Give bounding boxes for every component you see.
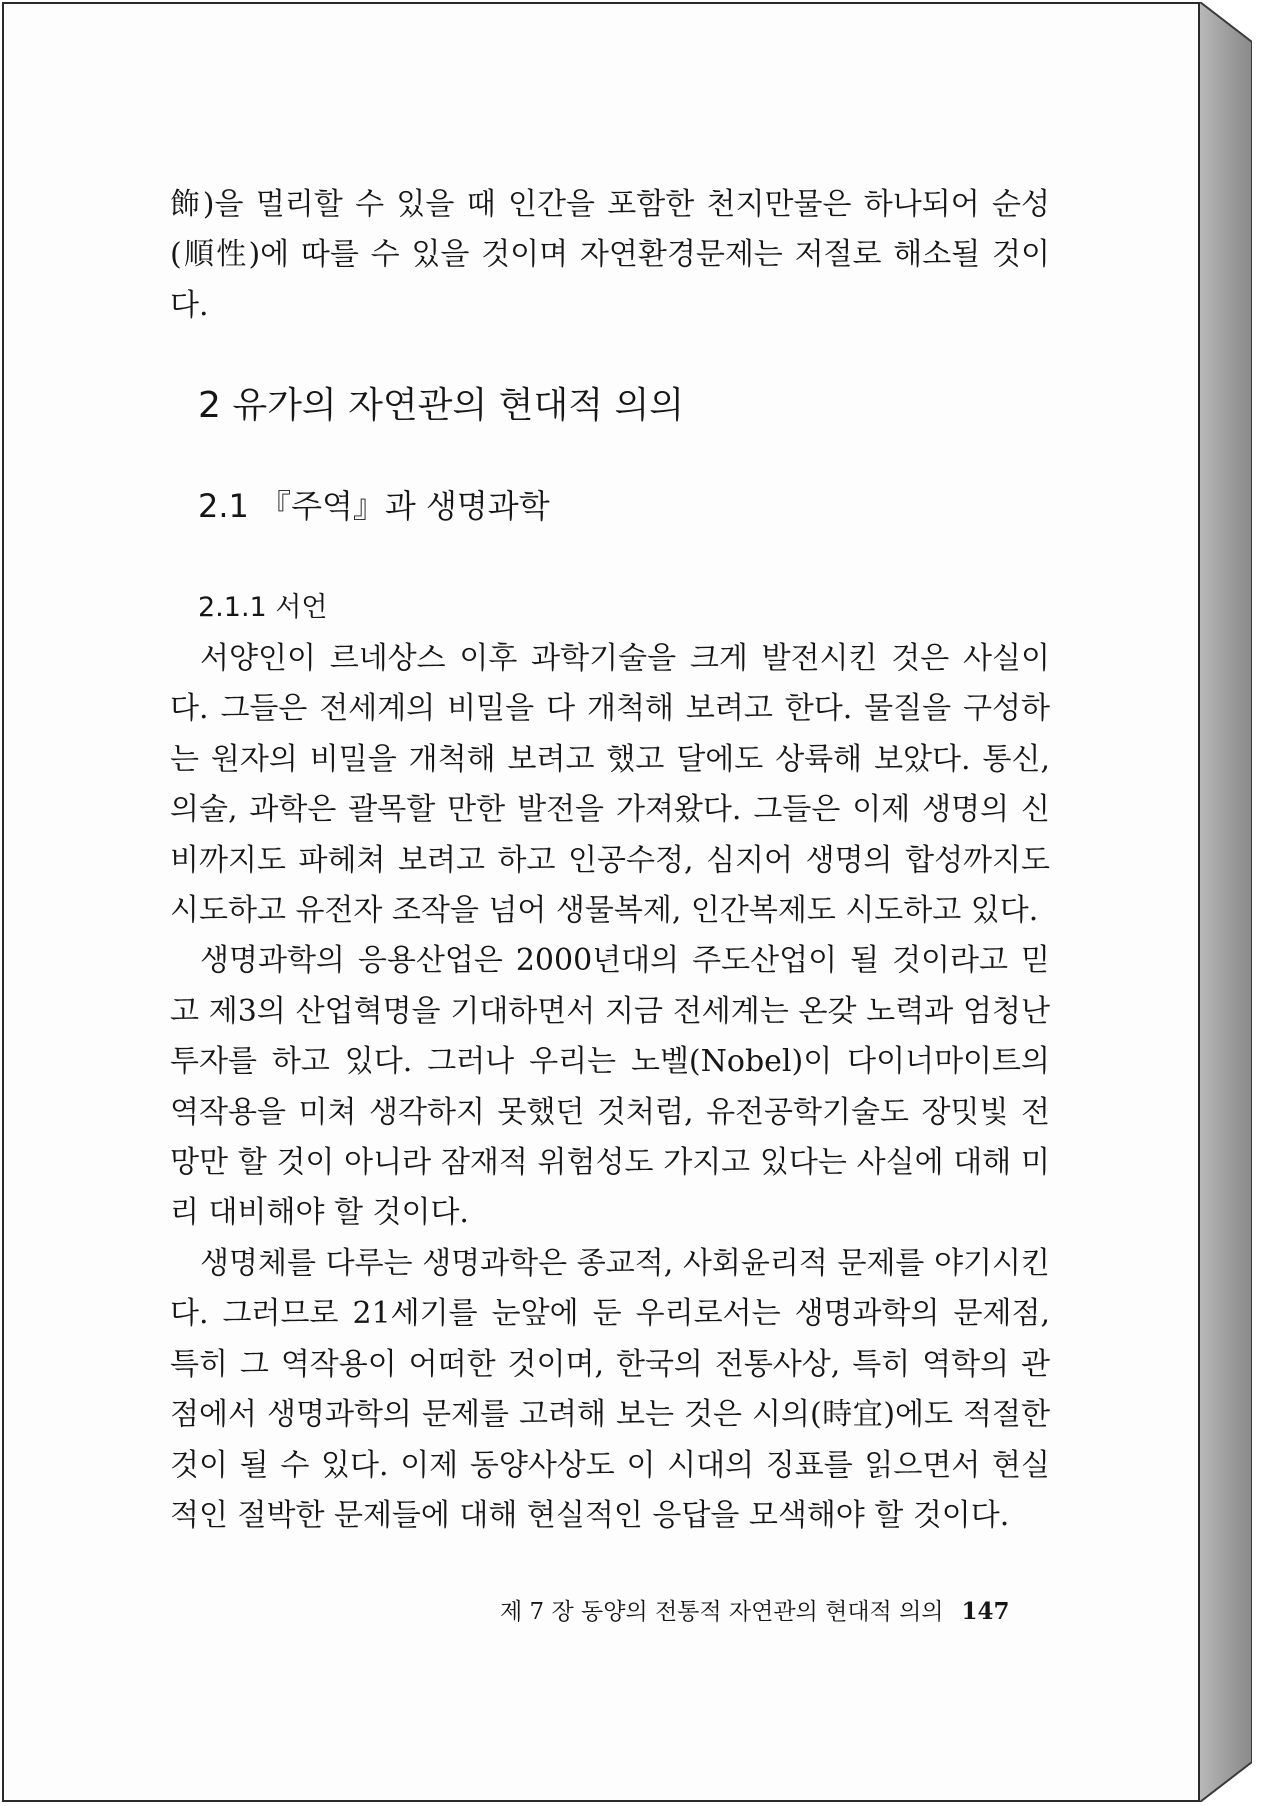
page-number: 147 [961, 1598, 1010, 1625]
paragraph-1: 서양인이 르네상스 이후 과학기술을 크게 발전시킨 것은 사실이다. 그들은 전세계의 비밀을 다 개척해 보려고 한다. 물질을 구성하는 원자의 비밀을 개척해 보려고 했고 달에도 상륙해 보았다. 통신, 의술, 과학은 괄목할 만한 발전을 가져왔다. 그들은 이제 생명의 신비까지도 파헤쳐 보려고 하고 인공수정, 심지어 생명의 합성까지도 시도하고 유전자 조작을 넘어 생물복제, 인간복제도 시도하고 있다. [170, 641, 1050, 929]
book-page [2, 2, 1200, 1802]
subsection-heading: 2.1 『주역』과 생명과학 [198, 487, 550, 525]
footer-chapter-title: 제 7 장 동양의 전통적 자연관의 현대적 의의 [500, 1599, 944, 1625]
paragraph-3: 생명체를 다루는 생명과학은 종교적, 사회윤리적 문제를 야기시킨다. 그러므로 21세기를 눈앞에 둔 우리로서는 생명과학의 문제점, 특히 그 역작용이 어떠한 것이며, 한국의 전통사상, 특히 역학의 관점에서 생명과학의 문제를 고려해 보는 것은 시의(時宜)에도 적절한 것이 될 수 있다. 이제 동양사상도 이 시대의 징표를 읽으면서 현실적인 절박한 문제들에 대해 현실적인 응답을 모색해야 할 것이다. [170, 1245, 1050, 1533]
page-stack-edge [1200, 2, 1252, 1802]
running-footer [500, 1594, 1010, 1630]
body-text [170, 634, 1050, 1541]
section-heading: 2 유가의 자연관의 현대적 의의 [198, 385, 684, 426]
paragraph-continued-text: 飾)을 멀리할 수 있을 때 인간을 포함한 천지만물은 하나되어 순성(順性)에 따를 수 있을 것이며 자연환경문제는 저절로 해소될 것이다. [170, 187, 1050, 323]
paragraph-2: 생명과학의 응용산업은 2000년대의 주도산업이 될 것이라고 믿고 제3의 산업혁명을 기대하면서 지금 전세계는 온갖 노력과 엄청난 투자를 하고 있다. 그러나 우리는 노벨(Nobel)이 다이너마이트의 역작용을 미쳐 생각하지 못했던 것처럼, 유전공학기술도 장밋빛 전망만 할 것이 아니라 잠재적 위험성도 가지고 있다는 사실에 대해 미리 대비해야 할 것이다. [170, 943, 1050, 1231]
continued-paragraph [170, 180, 1050, 331]
subsubsection-heading: 2.1.1 서언 [198, 592, 328, 623]
